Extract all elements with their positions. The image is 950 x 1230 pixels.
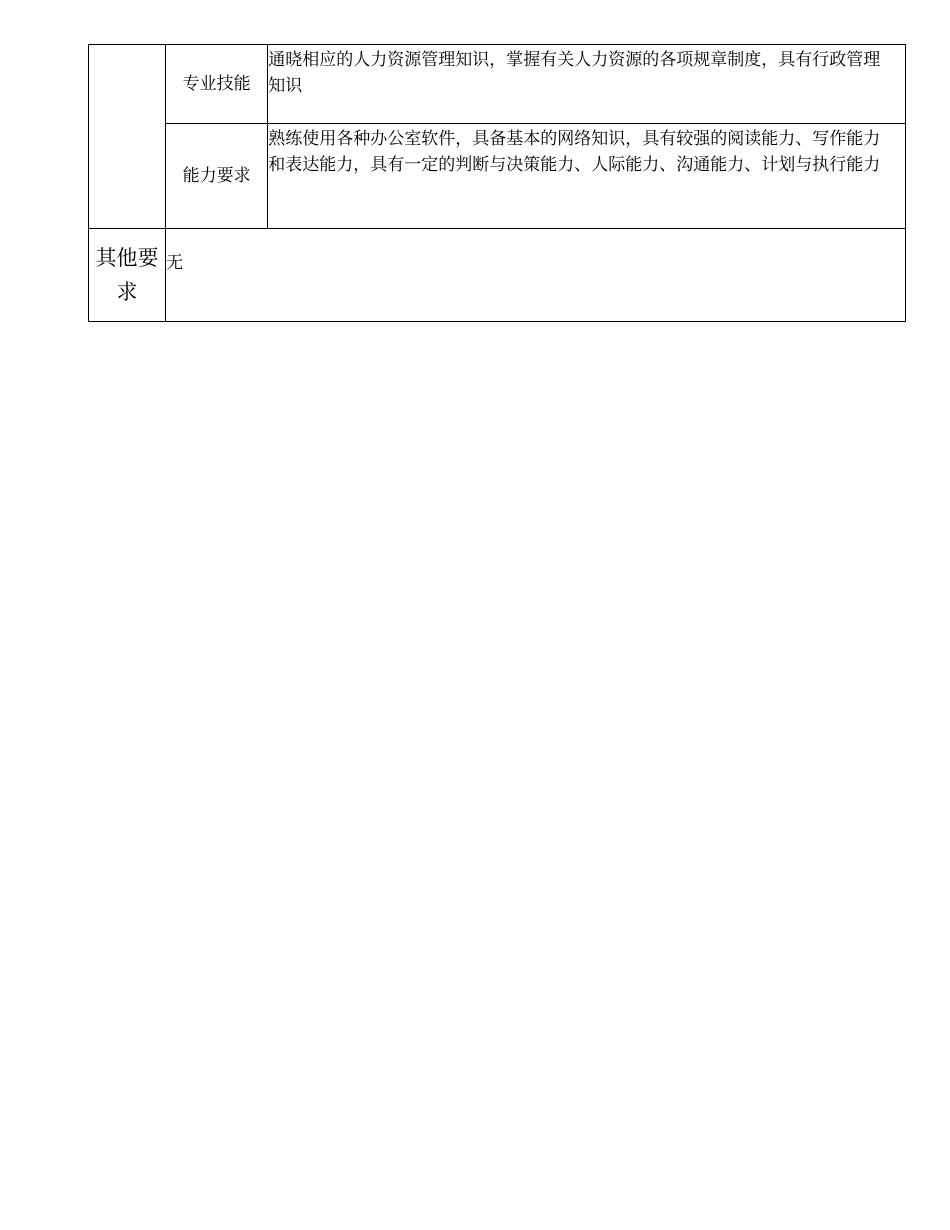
table-row-professional-skills (89, 45, 906, 124)
requirements-table (88, 44, 906, 322)
category-cell (89, 45, 166, 229)
table-row-ability-requirements (89, 124, 906, 229)
professional-skills-label: 专业技能 (166, 45, 268, 124)
professional-skills-description: 通晓相应的人力资源管理知识，掌握有关人力资源的各项规章制度，具有行政管理知识 (268, 45, 906, 124)
other-requirements-value: 无 (166, 229, 906, 322)
ability-requirements-description: 熟练使用各种办公室软件，具备基本的网络知识，具有较强的阅读能力、写作能力和表达能力，具有一定的判断与决策能力、人际能力、沟通能力、计划与执行能力 (268, 124, 906, 229)
other-requirements-label: 其他要求 (89, 229, 166, 322)
table-row-other-requirements (89, 229, 906, 322)
ability-requirements-label: 能力要求 (166, 124, 268, 229)
